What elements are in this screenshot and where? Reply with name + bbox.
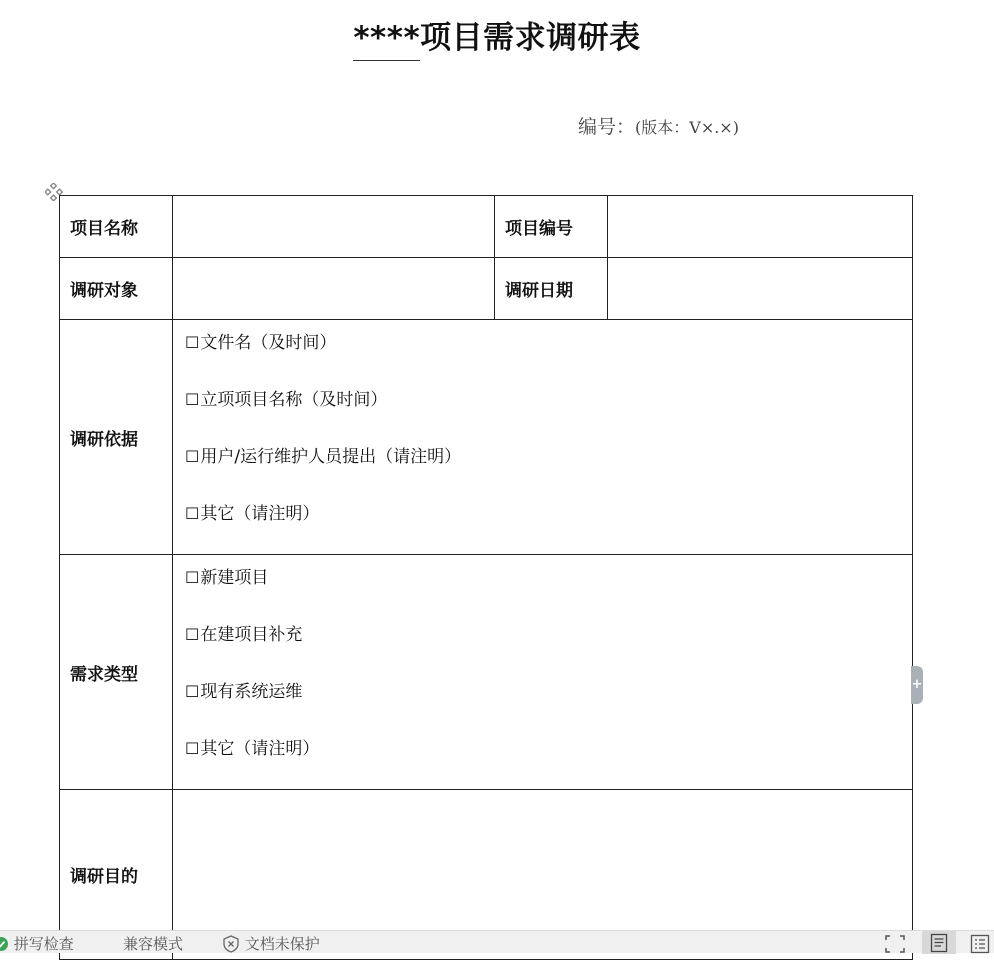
survey-table (59, 195, 913, 960)
label-survey-date: 调研日期 (495, 258, 608, 320)
version-text: (版本：V×.×) (635, 118, 739, 137)
checkbox-icon: ☐ (185, 625, 200, 644)
checkbox-icon: ☐ (185, 682, 200, 701)
compat-mode-button[interactable] (123, 935, 183, 953)
table-row (60, 258, 913, 320)
side-panel-toggle-button[interactable] (911, 666, 923, 704)
basis-option-user[interactable]: ☐用户/运行维护人员提出（请注明） (185, 447, 462, 467)
outline-view-icon[interactable] (970, 934, 990, 954)
checkbox-icon: ☐ (185, 390, 200, 409)
label-project-number: 项目编号 (495, 196, 608, 258)
document-number (578, 112, 739, 139)
checkbox-icon: ☐ (185, 504, 200, 523)
basis-option-other[interactable]: ☐其它（请注明） (185, 504, 320, 524)
checkbox-icon: ☐ (185, 447, 200, 466)
type-option-new[interactable]: ☐新建项目 (185, 568, 269, 588)
checkbox-icon: ☐ (185, 333, 200, 352)
project-name-cell[interactable] (173, 196, 495, 258)
label-demand-type: 需求类型 (60, 555, 173, 790)
shield-icon (222, 935, 240, 953)
type-option-supplement[interactable]: ☐在建项目补充 (185, 625, 303, 645)
survey-basis-options (173, 320, 913, 555)
number-label: 编号： (578, 116, 636, 138)
table-row (60, 196, 913, 258)
checkbox-icon: ☐ (185, 568, 200, 587)
doc-protect-button[interactable] (222, 935, 320, 953)
survey-date-cell[interactable] (608, 258, 913, 320)
type-option-maintenance[interactable]: ☐现有系统运维 (185, 682, 303, 702)
doc-protect-label: 文档未保护 (244, 935, 320, 953)
check-circle-icon (0, 936, 9, 952)
basis-option-project[interactable]: ☐立项项目名称（及时间） (185, 390, 388, 410)
spellcheck-label: 拼写检查 (13, 935, 74, 953)
label-survey-target: 调研对象 (60, 258, 173, 320)
label-survey-purpose: 调研目的 (60, 790, 173, 960)
status-bar (0, 930, 994, 953)
label-survey-basis: 调研依据 (60, 320, 173, 555)
type-option-other[interactable]: ☐其它（请注明） (185, 739, 320, 759)
label-project-name: 项目名称 (60, 196, 173, 258)
table-row (60, 555, 913, 790)
demand-type-options (173, 555, 913, 790)
page-title (0, 16, 994, 60)
compat-mode-label: 兼容模式 (123, 935, 184, 953)
title-placeholder: **** (353, 16, 420, 60)
spellcheck-button[interactable] (0, 935, 74, 953)
page-view-icon[interactable] (922, 931, 956, 954)
title-text: 项目需求调研表 (420, 20, 641, 56)
basis-option-file[interactable]: ☐文件名（及时间） (185, 333, 337, 353)
project-number-cell[interactable] (608, 196, 913, 258)
table-row (60, 320, 913, 555)
plus-icon: + (911, 677, 923, 692)
survey-target-cell[interactable] (173, 258, 495, 320)
checkbox-icon: ☐ (185, 739, 200, 758)
fullscreen-icon[interactable] (884, 934, 906, 954)
